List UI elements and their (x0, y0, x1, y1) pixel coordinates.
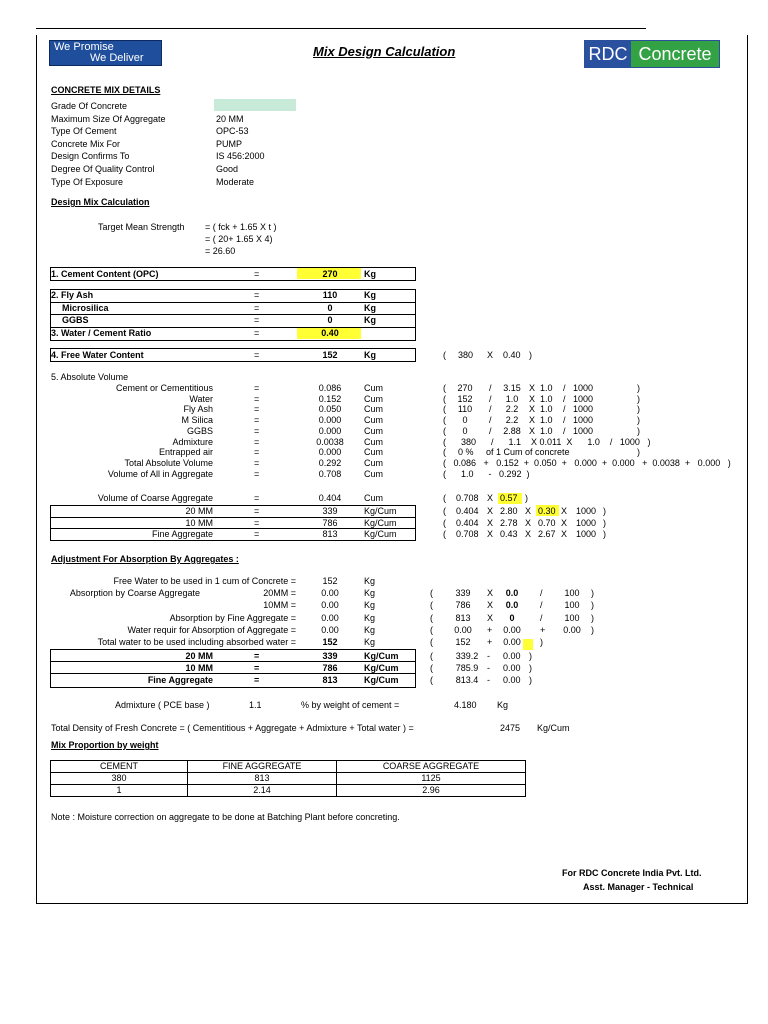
coarse-eq: = (254, 529, 260, 539)
absorb-unit: Kg (364, 625, 376, 635)
absvol-eq: = (254, 383, 260, 393)
content-unit: Kg (364, 303, 376, 313)
final-calc-part: ( (430, 675, 433, 685)
absvol-calc-part: X (529, 393, 536, 404)
absvol-eq: = (254, 436, 260, 447)
content-eq: = (254, 303, 260, 313)
coarse-calc-part: 2.80 (500, 506, 518, 516)
absvol-calc-part: 152 (457, 393, 473, 404)
coarse-calc-part: X (561, 529, 568, 539)
final-label: Fine Aggregate (147, 675, 213, 685)
coarse-calc-part: 0.708 (456, 493, 479, 503)
absvol-label: Total Absolute Volume (124, 458, 213, 468)
absvol-unit: Cum (364, 425, 384, 436)
absvol-calc-part: 1.0 (540, 383, 553, 393)
coarse-calc-part: X (561, 518, 568, 528)
absvol-value: 0.000 (318, 415, 342, 426)
coarse-calc-part: 0.708 (456, 529, 479, 539)
absvol-value: 0.708 (318, 469, 342, 479)
coarse-calc-part: X (487, 529, 494, 539)
page-title: Mix Design Calculation (313, 44, 456, 59)
absvol-value: 0.000 (318, 447, 342, 458)
coarse-eq: = (254, 518, 260, 528)
final-unit: Kg/Cum (364, 651, 399, 661)
absorb-calc-part: / (540, 613, 543, 623)
final-calc-part: ) (529, 651, 532, 661)
water-calc-part: ( (443, 350, 446, 360)
total-water-highlight (523, 639, 533, 650)
absvol-calc-part: / (563, 415, 566, 426)
absorb-unit: Kg (364, 613, 376, 623)
table-cell: 2.96 (337, 785, 526, 797)
absorb-value: 152 (322, 576, 338, 586)
total-calc: ( 0.086 + 0.152 + 0.050 + 0.000 + 0.000 + 0.0038 + 0.000 ) (443, 458, 731, 468)
absvol-calc-part: / (489, 415, 492, 426)
absvol-calc-part: 1.0 (505, 393, 519, 404)
water-calc-part: 0.40 (503, 350, 521, 360)
detail-label: Grade Of Concrete (51, 101, 128, 111)
absvol-eq: = (254, 447, 260, 458)
content-label-wcr: 3. Water / Cement Ratio (51, 328, 152, 338)
coarse-label: Volume of Coarse Aggregate (97, 493, 213, 503)
tms-label: Target Mean Strength (98, 222, 185, 232)
absorb-calc-part: ( (430, 600, 433, 610)
absvol-eq: = (254, 393, 260, 404)
absorb-calc-part: 100 (564, 588, 580, 598)
coarse-calc-part: ) (603, 518, 606, 528)
final-label: 10 MM (185, 663, 213, 673)
detail-label: Design Confirms To (51, 151, 130, 162)
final-calc-part: 813.4 (455, 675, 479, 685)
final-calc-part: 0.00 (503, 675, 521, 685)
admix-result: 4.180 (454, 700, 477, 710)
absorb-calc-part: ( (430, 637, 433, 647)
detail-value: IS 456:2000 (216, 151, 265, 162)
coarse-calc-part: X (487, 493, 494, 503)
absorb-calc-part: ( (430, 588, 433, 598)
density-value: 2475 (500, 723, 521, 733)
absvol-calc-part: 3.15 (503, 383, 521, 393)
absvol-calc-part: 0 (462, 415, 468, 426)
absorb-label: Total water to be used including absorbed water = (97, 637, 296, 647)
absorb-calc-part: X (487, 600, 494, 610)
density-unit: Kg/Cum (537, 723, 570, 733)
air-calc-open: ( (443, 447, 446, 458)
grade-highlight (214, 99, 296, 111)
content-label-micro: Microsilica (62, 303, 109, 313)
absorb-value: 0.00 (321, 625, 339, 635)
absvol-unit: Cum (364, 469, 384, 479)
admix-unit: Kg (497, 700, 509, 710)
absorb-unit: Kg (364, 637, 376, 647)
absorb-sublabel: 10MM = (263, 600, 296, 610)
absvol-heading: 5. Absolute Volume (51, 372, 129, 382)
absorb-unit: Kg (364, 600, 376, 610)
absvol-calc-part: / (489, 425, 492, 436)
absorb-calc-part: ) (591, 613, 594, 623)
details-heading: CONCRETE MIX DETAILS (51, 85, 161, 95)
coarse-calc-part: 0.404 (456, 518, 479, 528)
absvol-unit: Cum (364, 383, 384, 393)
final-calc-part: - (487, 651, 490, 661)
coarse-calc-part: X (487, 518, 494, 528)
note: Note : Moisture correction on aggregate to be done at Batching Plant before concreting. (51, 812, 400, 822)
absorb-unit: Kg (364, 588, 376, 598)
absvol-calc-part: 1000 (572, 393, 594, 404)
absvol-unit: Cum (364, 393, 384, 404)
absvol-value: 0.000 (318, 425, 342, 436)
absorb-value: 152 (322, 637, 338, 647)
final-calc-part: ) (529, 675, 532, 685)
slogan-logo (49, 40, 162, 66)
absvol-calc-part: 270 (457, 383, 473, 393)
absvol-unit: Cum (364, 436, 384, 447)
absvol-label: Volume of All in Aggregate (107, 469, 213, 479)
absorb-calc-part: ) (591, 625, 594, 635)
water-calc-part: X (487, 350, 494, 360)
final-calc-part: 339.2 (455, 651, 479, 661)
coarse-eq: = (254, 493, 260, 503)
detail-value: OPC-53 (216, 126, 249, 137)
absorb-calc-part: ) (591, 588, 594, 598)
design-heading: Design Mix Calculation (51, 197, 150, 207)
absorb-calc-part: 100 (564, 600, 580, 610)
final-unit: Kg/Cum (364, 663, 399, 673)
absvol-calc-part: ( (443, 425, 446, 436)
content-value-flyash: 110 (322, 290, 338, 300)
detail-label: Type Of Exposure (51, 176, 124, 187)
coarse-value: 339 (322, 506, 338, 516)
coarse-calc-part: X (561, 506, 568, 516)
absvol-label: M Silica (181, 415, 213, 426)
rdc-logo-text: RDC (585, 41, 631, 67)
absvol-value: 0.086 (318, 383, 342, 393)
absorb-calc-part: 0.00 (503, 625, 521, 635)
detail-label: Maximum Size Of Aggregate (51, 113, 166, 124)
table-row (51, 773, 526, 785)
detail-label: Type Of Cement (51, 126, 117, 137)
coarse-calc-part: ( (443, 529, 446, 539)
final-calc-part: - (487, 663, 490, 673)
absvol-calc-part: 1.0 (540, 415, 553, 426)
absvol-calc-part: / (489, 383, 492, 393)
absorb-value: 0.00 (321, 613, 339, 623)
absorb-calc-part: 0.0 (505, 588, 519, 598)
absvol-eq: = (254, 458, 260, 468)
coarse-label: 10 MM (185, 518, 213, 528)
final-calc-part: 785.9 (455, 663, 479, 673)
table-cell: 2.14 (188, 785, 337, 797)
table-row (51, 761, 526, 773)
content-value-wcr: 0.40 (321, 328, 339, 338)
absorb-label: Water requir for Absorption of Aggregate = (127, 625, 296, 635)
table-cell: 380 (51, 773, 188, 785)
signature-title: Asst. Manager - Technical (583, 882, 694, 892)
density-label: Total Density of Fresh Concrete = ( Cementitious + Aggregate + Admixture + Total water ) = (51, 723, 414, 733)
content-value-micro: 0 (327, 303, 333, 313)
absorb-calc-part: ) (591, 600, 594, 610)
absvol-eq: = (254, 404, 260, 415)
final-calc-part: 0.00 (503, 651, 521, 661)
absorb-calc-part: / (540, 588, 543, 598)
absorb-calc-part: 813 (455, 613, 471, 623)
absorb-calc-part: 152 (455, 637, 471, 647)
absorb-calc-part: 339 (455, 588, 471, 598)
absorb-calc-part: 0 (509, 613, 515, 623)
coarse-eq: = (254, 506, 260, 516)
absvol-calc-part: 1.0 (540, 404, 553, 415)
tms-line2: = ( 20+ 1.65 X 4) (205, 234, 273, 244)
coarse-calc-part: ( (443, 506, 446, 516)
absvol-calc-part: X (529, 415, 536, 426)
final-calc-part: - (487, 675, 490, 685)
coarse-calc-part: 0.43 (500, 529, 518, 539)
final-value: 813 (322, 675, 338, 685)
coarse-calc-part: X (525, 529, 532, 539)
absorb-calc-part: 786 (455, 600, 471, 610)
absvol-calc-part: 1000 (572, 425, 594, 436)
absvol-unit: Cum (364, 447, 384, 458)
content-eq: = (254, 328, 260, 338)
absvol-calc-part: ) (637, 425, 640, 436)
absvol-calc-part: ( (443, 404, 446, 415)
content-eq: = (254, 290, 260, 300)
table-header: COARSE AGGREGATE (337, 761, 526, 773)
final-value: 339 (322, 651, 338, 661)
water-calc-part: 380 (458, 350, 474, 360)
absorb-calc-part: 0.0 (505, 600, 519, 610)
absorb-calc-part: ( (430, 625, 433, 635)
absorb-value: 0.00 (321, 600, 339, 610)
admix-label: Admixture ( PCE base ) (115, 700, 210, 710)
final-calc-part: ( (430, 651, 433, 661)
tms-line1: = ( fck + 1.65 X t ) (205, 222, 277, 232)
table-cell: 1125 (337, 773, 526, 785)
absvol-calc-part: / (563, 425, 566, 436)
absvol-calc-part: / (489, 404, 492, 415)
coarse-value: 0.404 (318, 493, 342, 503)
absvol-calc-part: 0 (462, 425, 468, 436)
table-row (51, 785, 526, 797)
absvol-calc-part: / (563, 383, 566, 393)
absvol-calc-part: X (529, 425, 536, 436)
absvol-eq: = (254, 425, 260, 436)
absorb-calc-part: X (487, 613, 494, 623)
absvol-calc-part: 1.0 (540, 425, 553, 436)
coarse-calc-part: 2.78 (500, 518, 518, 528)
absorb-sublabel: 20MM = (263, 588, 296, 598)
absorb-calc-part: 0.00 (563, 625, 581, 635)
absvol-calc-part: ) (637, 404, 640, 415)
final-value: 786 (322, 663, 338, 673)
absvol-label: GGBS (186, 425, 213, 436)
absvol-label: Admixture (172, 436, 213, 447)
coarse-calc-part: 0.57 (500, 493, 518, 503)
absvol-calc-part: ( (443, 383, 446, 393)
final-eq: = (254, 663, 260, 673)
absorb-calc-part: / (540, 600, 543, 610)
slogan-line2: We Deliver (90, 52, 144, 64)
absvol-label: Fly Ash (183, 404, 213, 415)
content-eq: = (254, 350, 260, 360)
absorb-calc-part: 0.00 (454, 625, 472, 635)
absorb-calc-part: 100 (564, 613, 580, 623)
absvol-calc-part: 1000 (572, 415, 594, 426)
absvol-calc-part: 1.0 (540, 393, 553, 404)
coarse-unit: Kg/Cum (364, 518, 397, 528)
content-value-water: 152 (322, 350, 338, 360)
coarse-calc-part: X (487, 506, 494, 516)
detail-label: Degree Of Quality Control (51, 164, 155, 174)
absvol-unit: Cum (364, 404, 384, 415)
absvol-value: 0.050 (318, 404, 342, 415)
detail-label: Concrete Mix For (51, 138, 121, 149)
admix-dose: 1.1 (249, 700, 262, 710)
content-unit: Kg (364, 315, 376, 325)
detail-value: PUMP (216, 138, 243, 149)
content-value-ggbs: 0 (327, 315, 333, 325)
final-calc-part: ( (430, 663, 433, 673)
content-label-ggbs: GGBS (62, 315, 89, 325)
coarse-label: 20 MM (185, 506, 213, 516)
concrete-logo-text: Concrete (631, 41, 719, 67)
final-label: 20 MM (185, 651, 213, 661)
absvol-eq: = (254, 415, 260, 426)
detail-value: 20 MM (216, 113, 244, 124)
table-cell: 1 (51, 785, 188, 797)
coarse-label: Fine Aggregate (151, 529, 213, 539)
absvol-calc-part: 110 (457, 404, 473, 415)
absvol-calc-part: / (489, 393, 492, 404)
absvol-unit: Cum (364, 415, 384, 426)
absvol-calc-part: 2.2 (505, 415, 519, 426)
absorb-value: 0.00 (321, 588, 339, 598)
absvol-calc-part: / (563, 404, 566, 415)
content-label-water: 4. Free Water Content (51, 350, 144, 360)
rdc-logo (584, 40, 720, 68)
coarse-calc-part: X (525, 506, 532, 516)
tms-line3: = 26.60 (205, 246, 236, 256)
admix-calc: ( 380 / 1.1 X 0.011 X 1.0 / 1000 ) (443, 436, 651, 447)
coarse-calc-part: 1000 (576, 518, 597, 528)
final-eq: = (254, 675, 260, 685)
final-calc-part: 0.00 (503, 663, 521, 673)
water-calc-part: ) (529, 350, 532, 360)
coarse-calc-part: 0.70 (538, 518, 556, 528)
absvol-unit: Cum (364, 458, 384, 468)
coarse-unit: Kg/Cum (364, 506, 397, 516)
absvol-calc-part: X (529, 383, 536, 393)
absorb-calc-part: ) (540, 637, 543, 647)
slogan-line1: We Promise (54, 41, 114, 53)
absorb-calc-part: + (540, 625, 546, 635)
content-eq: = (254, 315, 260, 325)
content-label-cement: 1. Cement Content (OPC) (51, 269, 159, 279)
absorb-label: Absorption by Coarse Aggregate (69, 588, 200, 598)
absorb-label: Free Water to be used in 1 cum of Concrete = (113, 576, 296, 586)
detail-value: Moderate (216, 176, 255, 187)
absvol-value: 0.0038 (316, 436, 344, 447)
absvol-calc-part: ( (443, 415, 446, 426)
top-rule (36, 28, 646, 29)
air-calc-text: of 1 Cum of concrete (486, 447, 570, 458)
coarse-calc-part: 0.404 (456, 506, 479, 516)
detail-value: Good (216, 164, 239, 174)
absorb-calc-part: X (487, 588, 494, 598)
absorb-calc-part: + (487, 637, 493, 647)
content-label-flyash: 2. Fly Ash (51, 290, 94, 300)
absorb-calc-part: 0.00 (503, 637, 521, 647)
absvol-calc-part: 2.88 (503, 425, 521, 436)
table-cell: 813 (188, 773, 337, 785)
absvol-calc-part: ( (443, 393, 446, 404)
content-unit: Kg (364, 290, 376, 300)
coarse-calc-part: ( (443, 493, 446, 503)
absorb-calc-part: + (487, 625, 493, 635)
coarse-calc-part: 0.30 (538, 506, 556, 516)
allagg-calc: ( 1.0 - 0.292 ) (443, 469, 530, 479)
absvol-label: Entrapped air (158, 447, 213, 458)
coarse-calc-part: 1000 (576, 529, 597, 539)
table-header: CEMENT (51, 761, 188, 773)
absvol-label: Cement or Cementitious (115, 383, 213, 393)
coarse-calc-part: 1000 (576, 506, 597, 516)
coarse-calc-part: 2.67 (538, 529, 556, 539)
absvol-calc-part: ) (637, 415, 640, 426)
signature-company: For RDC Concrete India Pvt. Ltd. (562, 868, 702, 878)
coarse-value: 813 (322, 529, 338, 539)
absvol-calc-part: / (563, 393, 566, 404)
coarse-calc-part: ) (525, 493, 528, 503)
table-header: FINE AGGREGATE (188, 761, 337, 773)
absorb-unit: Kg (364, 576, 376, 586)
coarse-calc-part: ) (603, 529, 606, 539)
absvol-value: 0.152 (318, 393, 342, 404)
content-unit: Kg (364, 350, 376, 360)
admix-mid: % by weight of cement = (301, 700, 400, 710)
coarse-calc-part: ( (443, 518, 446, 528)
absvol-eq: = (254, 469, 260, 479)
absvol-calc-part: ) (637, 393, 640, 404)
absorb-label: Absorption by Fine Aggregate = (169, 613, 296, 623)
final-calc-part: ) (529, 663, 532, 673)
absvol-calc-part: X (529, 404, 536, 415)
final-unit: Kg/Cum (364, 675, 399, 685)
coarse-value: 786 (322, 518, 338, 528)
air-calc-pct: 0 % (458, 447, 474, 458)
absorb-heading: Adjustment For Absorption By Aggregates : (51, 554, 239, 564)
final-eq: = (254, 651, 260, 661)
coarse-calc-part: ) (603, 506, 606, 516)
absvol-calc-part: 1000 (572, 383, 594, 393)
air-calc-close: ) (637, 447, 640, 458)
content-unit: Kg (364, 269, 376, 279)
coarse-unit: Kg/Cum (364, 529, 397, 539)
coarse-unit: Cum (364, 493, 384, 503)
content-value-cement: 270 (322, 269, 338, 279)
absvol-value: 0.292 (318, 458, 342, 468)
content-eq: = (254, 269, 260, 279)
proportion-heading: Mix Proportion by weight (51, 740, 159, 750)
absorb-calc-part: ( (430, 613, 433, 623)
absvol-calc-part: 2.2 (505, 404, 519, 415)
coarse-calc-part: X (525, 518, 532, 528)
absvol-calc-part: ) (637, 383, 640, 393)
absvol-label: Water (189, 393, 213, 404)
absvol-calc-part: 1000 (572, 404, 594, 415)
proportion-table (50, 760, 526, 797)
